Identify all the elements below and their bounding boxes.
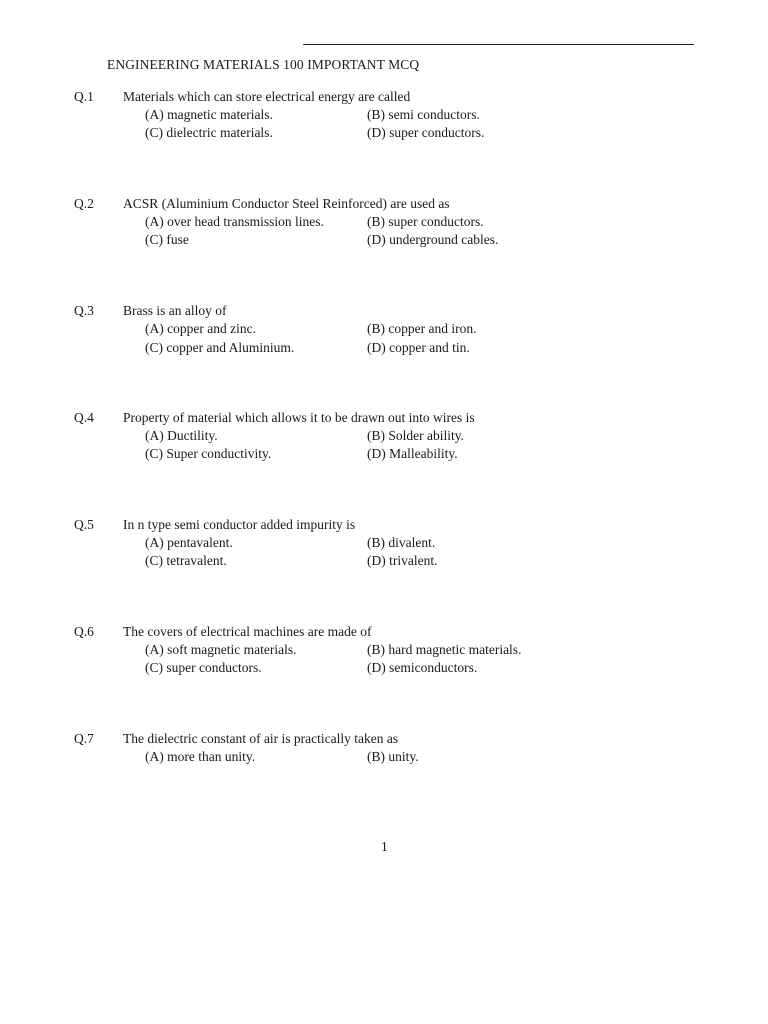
- question-number: Q.7: [74, 731, 94, 746]
- question-text: In n type semi conductor added impurity is: [123, 517, 356, 532]
- question-number: Q.2: [74, 196, 94, 211]
- question-text: Property of material which allows it to be drawn out into wires is: [123, 410, 475, 425]
- header-rule: [303, 44, 694, 45]
- question-number: Q.5: [74, 517, 94, 532]
- question-text: The dielectric constant of air is practically taken as: [123, 731, 399, 746]
- option-d: (D) super conductors.: [367, 125, 485, 140]
- option-b: (B) hard magnetic materials.: [367, 642, 522, 657]
- option-b: (B) Solder ability.: [367, 428, 464, 443]
- option-d: (D) trivalent.: [367, 553, 438, 568]
- option-a: (A) Ductility.: [145, 428, 218, 443]
- option-a: (A) pentavalent.: [145, 535, 233, 550]
- question-number: Q.1: [74, 89, 94, 104]
- option-c: (C) copper and Aluminium.: [145, 340, 295, 355]
- option-a: (A) over head transmission lines.: [145, 214, 324, 229]
- question-number: Q.6: [74, 624, 94, 639]
- question-text: The covers of electrical machines are made of: [123, 624, 372, 639]
- question-number: Q.4: [74, 410, 94, 425]
- question-number: Q.3: [74, 303, 94, 318]
- option-d: (D) semiconductors.: [367, 660, 478, 675]
- option-b: (B) copper and iron.: [367, 321, 477, 336]
- option-b: (B) unity.: [367, 749, 419, 764]
- document-title: ENGINEERING MATERIALS 100 IMPORTANT MCQ: [107, 57, 420, 72]
- option-c: (C) tetravalent.: [145, 553, 227, 568]
- option-a: (A) more than unity.: [145, 749, 256, 764]
- option-d: (D) Malleability.: [367, 446, 458, 461]
- option-a: (A) copper and zinc.: [145, 321, 256, 336]
- option-a: (A) soft magnetic materials.: [145, 642, 297, 657]
- question-text: Materials which can store electrical energy are called: [123, 89, 411, 104]
- option-c: (C) super conductors.: [145, 660, 262, 675]
- option-d: (D) underground cables.: [367, 232, 499, 247]
- option-a: (A) magnetic materials.: [145, 107, 273, 122]
- option-c: (C) Super conductivity.: [145, 446, 272, 461]
- option-b: (B) divalent.: [367, 535, 436, 550]
- option-b: (B) semi conductors.: [367, 107, 480, 122]
- question-text: Brass is an alloy of: [123, 303, 227, 318]
- page-number: 1: [381, 839, 388, 854]
- option-c: (C) dielectric materials.: [145, 125, 273, 140]
- option-d: (D) copper and tin.: [367, 340, 470, 355]
- question-text: ACSR (Aluminium Conductor Steel Reinforced) are used as: [123, 196, 450, 211]
- option-c: (C) fuse: [145, 232, 189, 247]
- option-b: (B) super conductors.: [367, 214, 484, 229]
